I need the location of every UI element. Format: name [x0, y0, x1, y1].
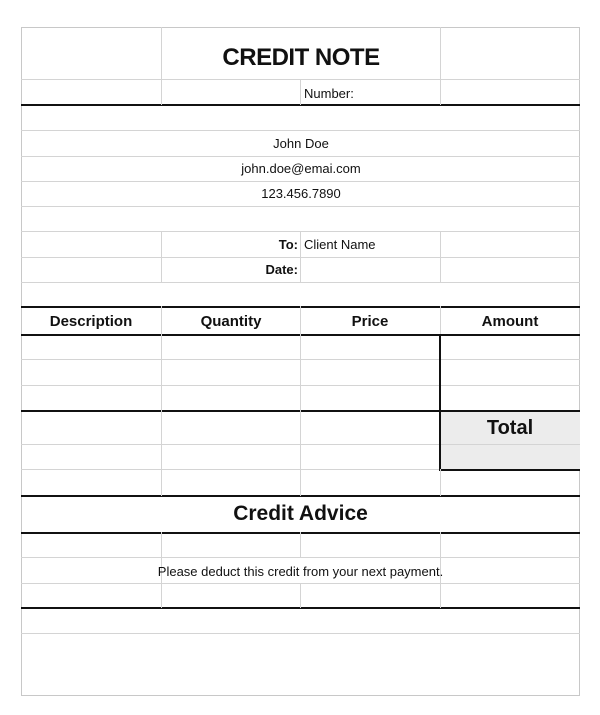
- sender-phone: 123.456.7890: [261, 186, 341, 201]
- client-name: Client Name: [304, 237, 376, 252]
- amount-column-border: [439, 334, 441, 471]
- column-header-price: Price: [351, 313, 389, 330]
- grid-line: [21, 557, 580, 558]
- grid-line: [21, 130, 580, 131]
- column-header-description: Description: [49, 313, 133, 330]
- grid-column-line: [161, 306, 162, 496]
- grid-line: [21, 156, 580, 157]
- grid-column-line: [300, 231, 301, 282]
- grid-line: [21, 206, 580, 207]
- grid-column-line: [300, 583, 301, 608]
- credit-advice-message: Please deduct this credit from your next payment.: [157, 564, 444, 579]
- date-label: Date:: [265, 262, 298, 277]
- number-label: Number:: [304, 86, 354, 101]
- grid-line: [21, 469, 440, 470]
- total-bottom-line: [440, 469, 580, 471]
- grid-line: [21, 181, 580, 182]
- grid-column-line: [440, 469, 441, 496]
- grid-line: [21, 633, 580, 634]
- sender-name: John Doe: [273, 136, 329, 151]
- grid-column-line: [300, 79, 301, 105]
- to-label: To:: [278, 237, 298, 252]
- column-header-quantity: Quantity: [200, 313, 262, 330]
- sender-email: john.doe@emai.com: [241, 161, 361, 176]
- column-header-amount: Amount: [481, 313, 539, 330]
- total-label: Total: [486, 417, 534, 439]
- document-title: CREDIT NOTE: [222, 44, 380, 71]
- grid-line: [21, 282, 580, 283]
- grid-column-line: [300, 306, 301, 496]
- grid-column-line: [440, 231, 441, 282]
- credit-advice-heading: Credit Advice: [233, 502, 368, 525]
- grid-column-line: [300, 532, 301, 557]
